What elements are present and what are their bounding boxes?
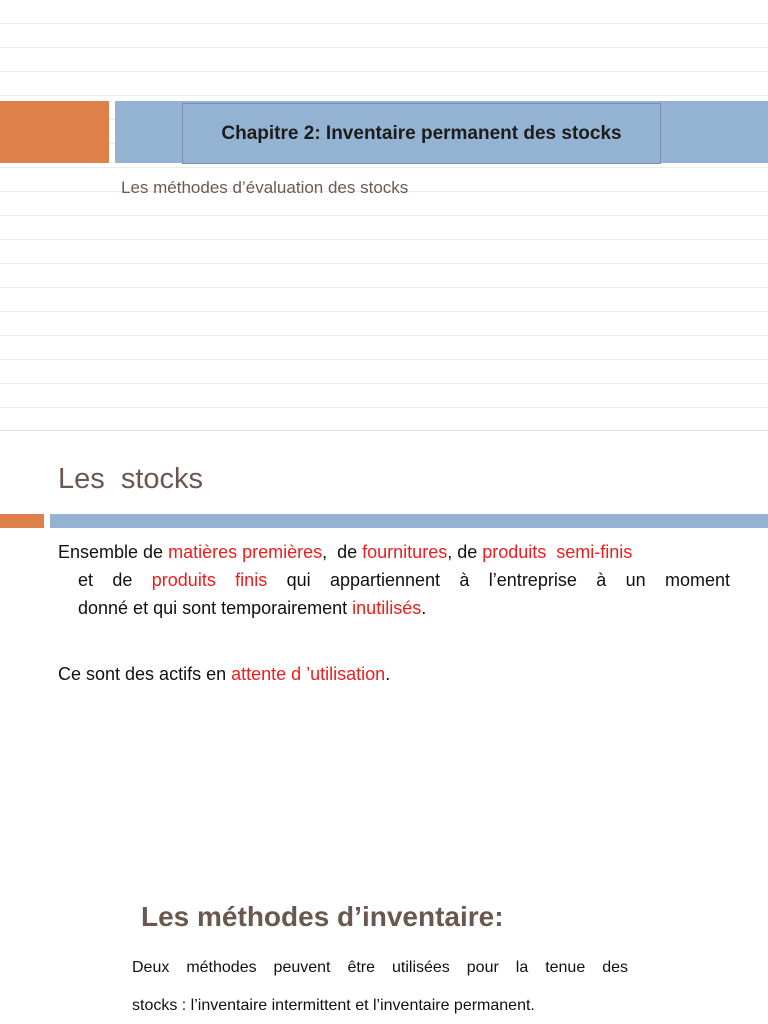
text-run: Ensemble de [58, 542, 169, 562]
definition-line-1 [58, 538, 730, 566]
highlighted-term: matières premières [168, 542, 323, 562]
slide-title [0, 0, 768, 430]
methods-heading: Les méthodes d’inventaire: [141, 901, 504, 932]
chapter-title: Chapitre 2: Inventaire permanent des stocks [182, 103, 661, 164]
orange-accent-bar [0, 514, 44, 528]
methods-text-line-2: stocks : l’inventaire intermittent et l’inventaire permanent. [132, 997, 535, 1014]
text-run: qui appartiennent à l’entreprise à un moment [267, 570, 730, 590]
slide-stocks [0, 431, 768, 851]
assets-paragraph [58, 660, 730, 688]
text-run: , de [447, 542, 483, 562]
highlighted-term: attente d ’utilisation [231, 664, 386, 684]
text-run: et de [78, 570, 152, 590]
definition-paragraph [58, 538, 730, 622]
highlighted-term: produits semi-finis [482, 542, 633, 562]
methods-text-line-1: Deux méthodes peuvent être utilisées pour la tenue des [132, 959, 628, 976]
highlighted-term: fournitures [362, 542, 448, 562]
text-run: Ce sont des actifs en [58, 664, 232, 684]
chapter-subtitle: Les méthodes d’évaluation des stocks [121, 178, 409, 197]
orange-accent-block [0, 101, 109, 163]
text-run: . [385, 664, 391, 684]
definition-line-3 [58, 594, 730, 622]
blue-accent-bar [50, 514, 768, 528]
slide-heading: Les stocks [58, 463, 204, 495]
text-run: donné et qui sont temporairement [78, 598, 353, 618]
text-run: . [421, 598, 427, 618]
definition-line-2 [58, 566, 730, 594]
highlighted-term: inutilisés [352, 598, 422, 618]
highlighted-term: produits finis [151, 570, 268, 590]
text-run: , de [322, 542, 363, 562]
slide-methods [0, 851, 768, 1024]
